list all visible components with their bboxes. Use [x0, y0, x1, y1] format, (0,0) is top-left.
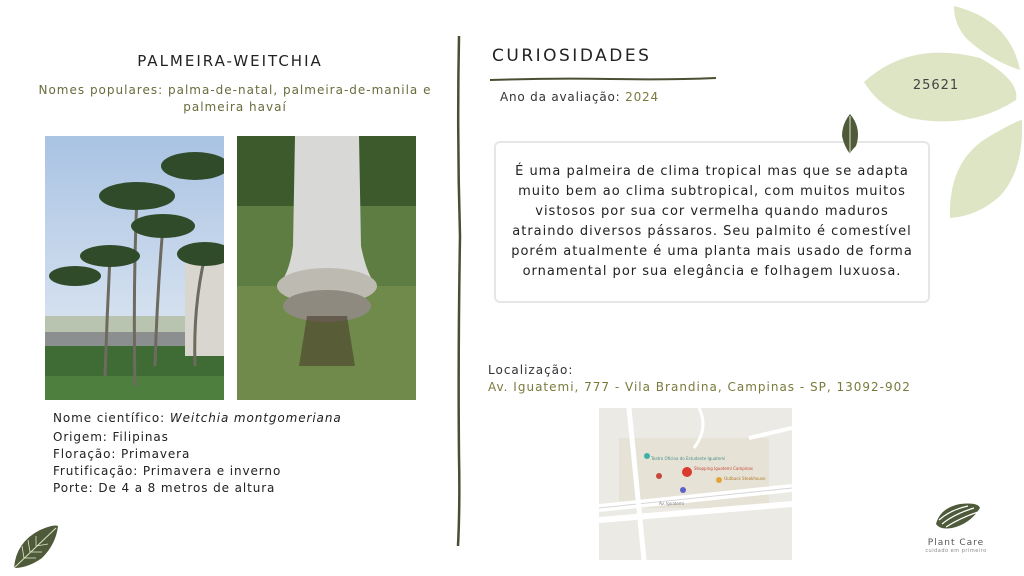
location-address: Av. Iguatemi, 777 - Vila Brandina, Campinas - SP, 13092-902 [488, 380, 911, 394]
location-label: Localização: [488, 363, 574, 377]
location-map[interactable] [599, 408, 792, 560]
brand-logo [920, 500, 992, 556]
palm-trunk-photo [237, 136, 416, 400]
map-label-shopping: Shopping Iguatemi Campinas [694, 466, 753, 471]
plant-title: PALMEIRA-WEITCHIA [137, 52, 323, 70]
title-underline [490, 68, 716, 76]
scientific-name-label: Nome científico: [53, 411, 166, 425]
flowering: Floração: Primavera [53, 447, 191, 461]
brand-leaf-icon [930, 500, 982, 532]
brand-tagline: cuidado em primeiro [925, 548, 987, 554]
map-label-restaurant: Outback Steakhouse [724, 476, 766, 481]
brand-name: Plant Care [927, 538, 985, 548]
evaluation-year-label: Ano da avaliação: [500, 90, 621, 104]
evaluation-year: 2024 [625, 90, 659, 104]
map-label-theater: Teatro Oficina do Estudante Iguatemi [651, 456, 726, 461]
evaluation-year-row [500, 90, 659, 104]
decorative-leaves [850, 0, 1024, 230]
origin: Origem: Filipinas [53, 430, 169, 444]
scientific-name-row [53, 410, 342, 427]
scientific-name: Weitchia montgomeriana [169, 411, 342, 425]
leaf-icon [10, 522, 62, 572]
palm-trees-photo [45, 136, 224, 400]
column-divider [454, 36, 464, 546]
popular-names: Nomes populares: palma-de-natal, palmeira-de-manila e palmeira havaí [38, 83, 432, 114]
plant-details [53, 410, 342, 497]
size: Porte: De 4 a 8 metros de altura [53, 481, 276, 495]
curiosity-text: É uma palmeira de clima tropical mas que se adapta muito bem ao clima subtropical, com muitos muitos vistosos por sua cor vermelha quando maduros atraindo diversos pássaros. Seu palmito é comestível porém atualmente é uma planta mais usado de forma ornamental por sua elegância e folhagem luxuosa. [511, 164, 913, 279]
fruiting: Frutificação: Primavera e inverno [53, 464, 282, 478]
map-label-street: Av. Iguatemi [659, 501, 684, 506]
curiosities-title: CURIOSIDADES [492, 46, 652, 66]
plant-id: 25621 [912, 78, 960, 93]
leaf-icon [838, 112, 862, 156]
